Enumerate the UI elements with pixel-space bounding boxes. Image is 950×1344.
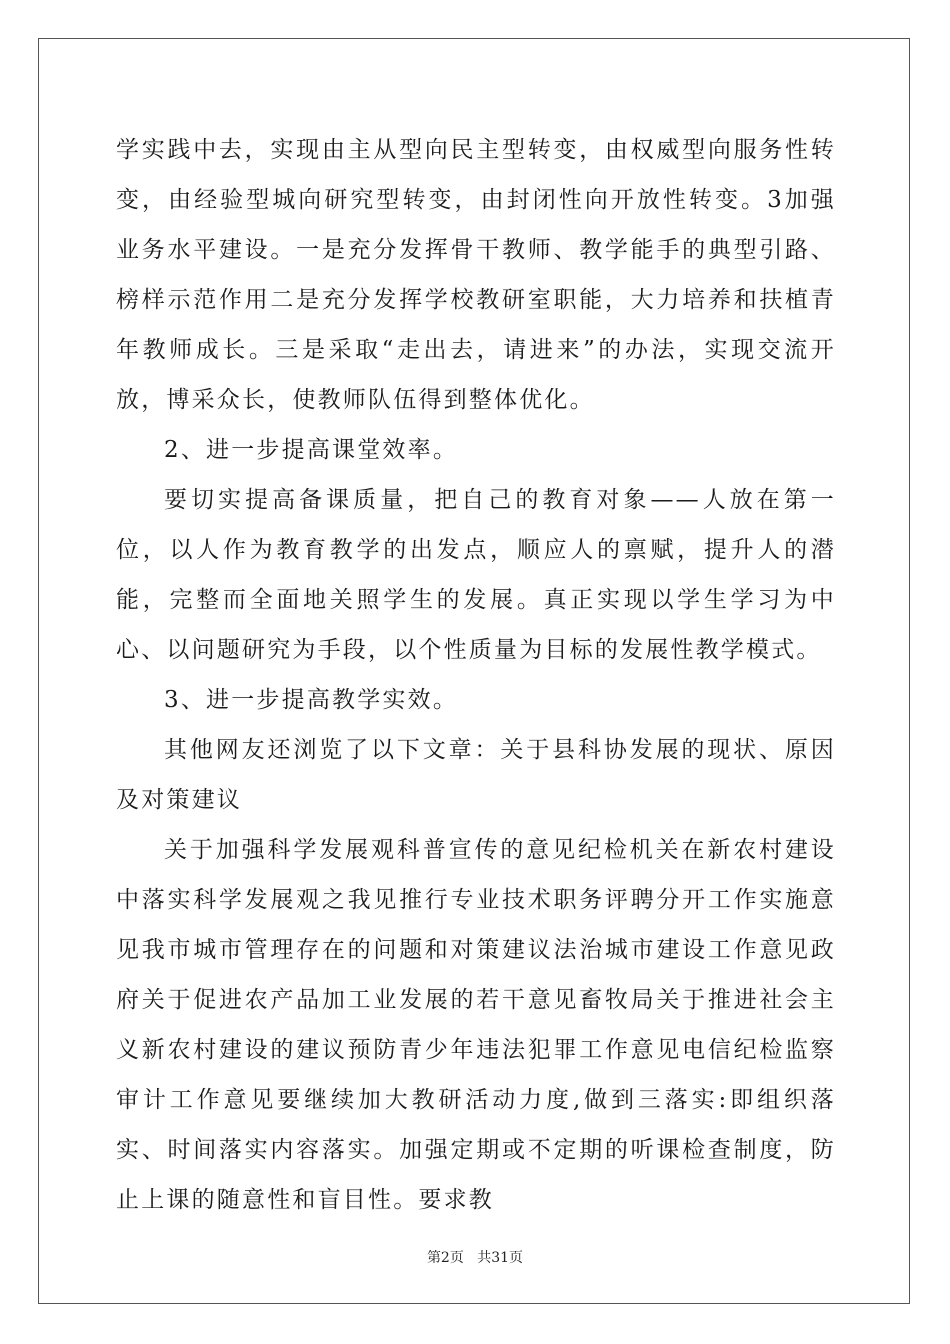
page-total: 共31页	[477, 1250, 524, 1266]
paragraph-4: 3、进一步提高教学实效。	[164, 687, 459, 713]
paragraph-2: 2、进一步提高课堂效率。	[164, 437, 459, 463]
document-body	[116, 125, 836, 1225]
page-footer	[0, 1247, 950, 1267]
paragraph-3: 要切实提高备课质量，把自己的教育对象——人放在第一位，以人作为教育教学的出发点，顺应人的禀赋，提升人的潜能，完整而全面地关照学生的发展。真正实现以学生学习为中心、以问题研究为手段，以个性质量为目标的发展性教学模式。	[116, 487, 836, 663]
page-number: 第2页	[426, 1250, 464, 1266]
paragraph-1: 学实践中去，实现由主从型向民主型转变，由权威型向服务性转变，由经验型城向研究型转变，由封闭性向开放性转变。3加强业务水平建设。一是充分发挥骨干教师、教学能手的典型引路、榜样示范作用二是充分发挥学校教研室职能，大力培养和扶植青年教师成长。三是采取“走出去，请进来”的办法，实现交流开放，博采众长，使教师队伍得到整体优化。	[116, 137, 836, 413]
paragraph-5: 其他网友还浏览了以下文章：关于县科协发展的现状、原因及对策建议	[116, 737, 836, 813]
paragraph-6: 关于加强科学发展观科普宣传的意见纪检机关在新农村建设中落实科学发展观之我见推行专业技术职务评聘分开工作实施意见我市城市管理存在的问题和对策建议法治城市建设工作意见政府关于促进农产品加工业发展的若干意见畜牧局关于推进社会主义新农村建设的建议预防青少年违法犯罪工作意见电信纪检监察审计工作意见要继续加大教研活动力度,做到三落实:即组织落实、时间落实内容落实。加强定期或不定期的听课检查制度，防止上课的随意性和盲目性。要求教	[116, 837, 836, 1213]
